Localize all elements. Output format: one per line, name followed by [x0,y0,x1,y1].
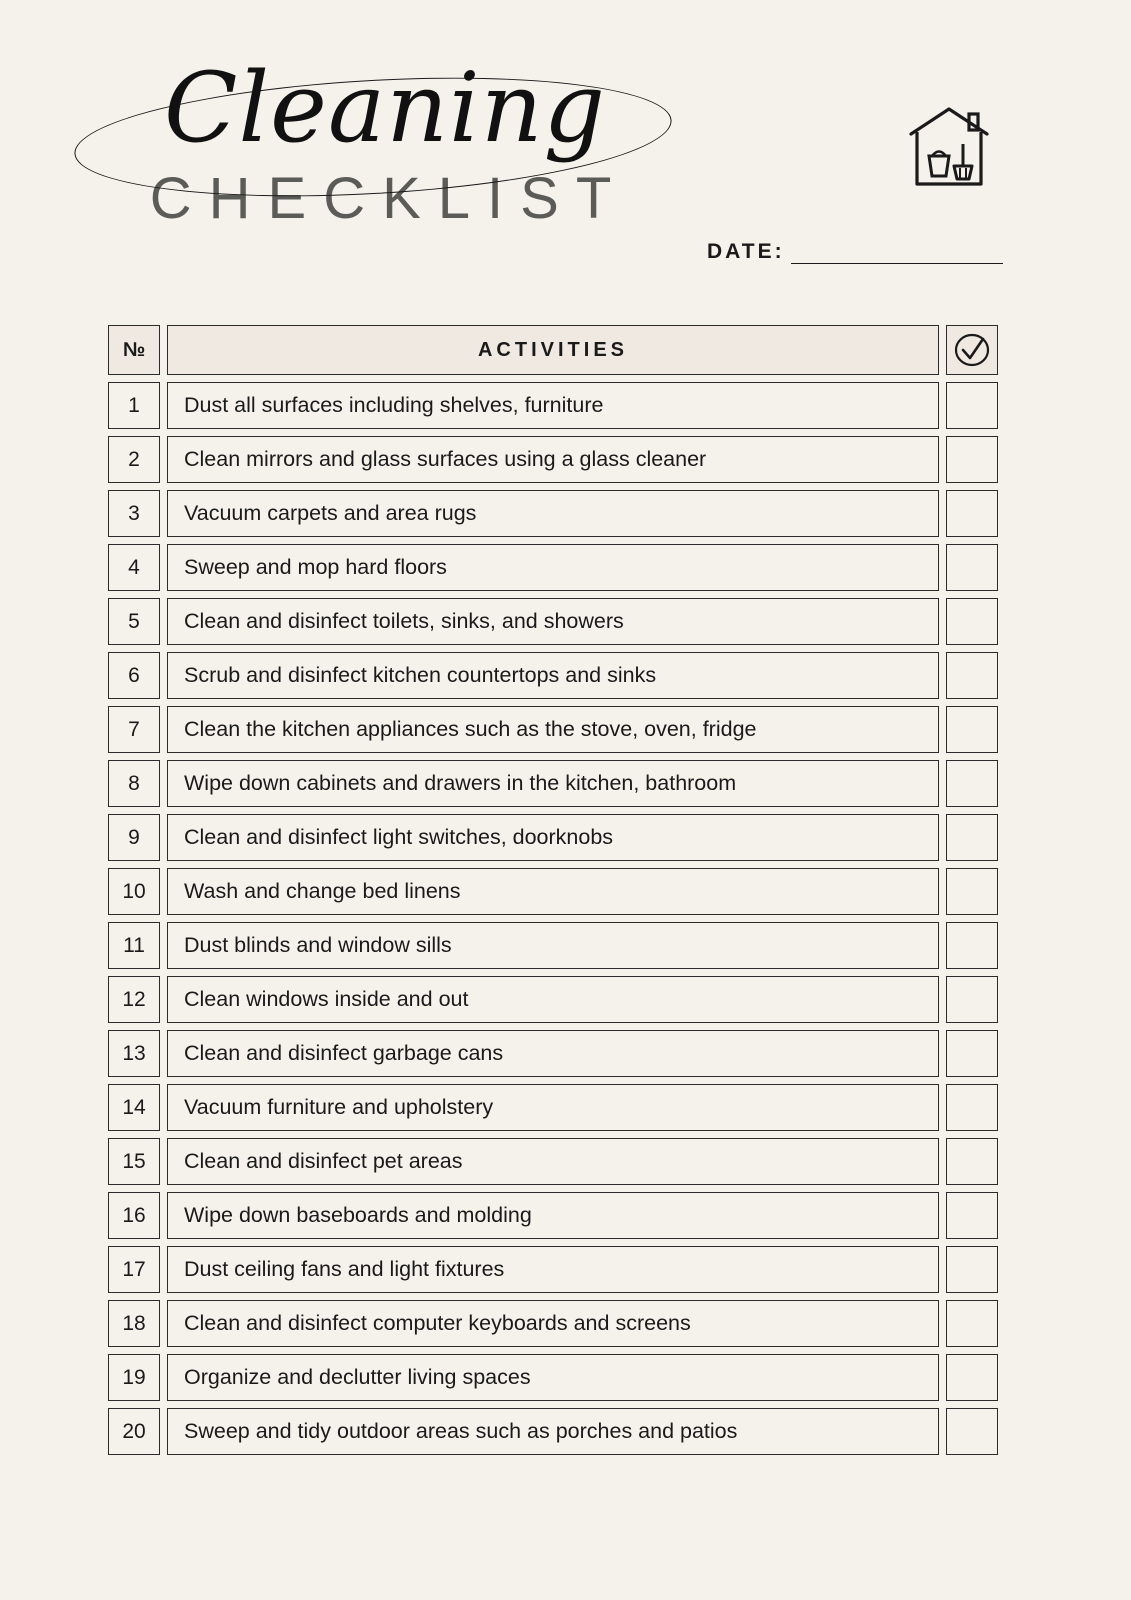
table-row [108,1138,998,1185]
row-checkbox[interactable] [946,976,998,1023]
row-checkbox[interactable] [946,760,998,807]
table-row [108,814,998,861]
row-checkbox[interactable] [946,652,998,699]
row-activity: Clean and disinfect garbage cans [167,1030,939,1077]
table-row [108,1300,998,1347]
row-number: 11 [108,922,160,969]
row-activity: Dust ceiling fans and light fixtures [167,1246,939,1293]
table-row [108,1354,998,1401]
row-number: 3 [108,490,160,537]
row-activity: Wipe down cabinets and drawers in the kitchen, bathroom [167,760,939,807]
table-row [108,976,998,1023]
page-subtitle: CHECKLIST [149,165,629,231]
row-activity: Clean mirrors and glass surfaces using a glass cleaner [167,436,939,483]
table-row [108,436,998,483]
table-body [108,382,998,1455]
row-number: 13 [108,1030,160,1077]
row-number: 12 [108,976,160,1023]
row-activity: Clean and disinfect light switches, doorknobs [167,814,939,861]
row-checkbox[interactable] [946,1192,998,1239]
row-checkbox[interactable] [946,1408,998,1455]
table-row [108,922,998,969]
row-checkbox[interactable] [946,544,998,591]
row-checkbox[interactable] [946,706,998,753]
row-checkbox[interactable] [946,1300,998,1347]
table-row [108,1246,998,1293]
row-activity: Dust all surfaces including shelves, furniture [167,382,939,429]
row-number: 7 [108,706,160,753]
row-activity: Sweep and mop hard floors [167,544,939,591]
row-number: 5 [108,598,160,645]
table-row [108,652,998,699]
date-field[interactable] [707,240,1003,264]
check-circle-icon [953,331,991,369]
row-number: 19 [108,1354,160,1401]
table-row [108,490,998,537]
row-checkbox[interactable] [946,490,998,537]
table-row [108,1084,998,1131]
table-row [108,1192,998,1239]
row-checkbox[interactable] [946,1138,998,1185]
row-activity: Sweep and tidy outdoor areas such as porches and patios [167,1408,939,1455]
page-header [0,0,1131,300]
table-row [108,382,998,429]
row-number: 2 [108,436,160,483]
page-title: Cleaning [163,52,606,164]
row-activity: Wipe down baseboards and molding [167,1192,939,1239]
row-number: 18 [108,1300,160,1347]
row-activity: Wash and change bed linens [167,868,939,915]
row-number: 14 [108,1084,160,1131]
column-header-activities: ACTIVITIES [167,325,939,375]
checklist-table [108,325,998,1462]
row-activity: Clean the kitchen appliances such as the stove, oven, fridge [167,706,939,753]
row-checkbox[interactable] [946,382,998,429]
table-row [108,1030,998,1077]
row-checkbox[interactable] [946,1030,998,1077]
row-number: 15 [108,1138,160,1185]
date-label: DATE: [707,240,785,263]
row-activity: Clean and disinfect computer keyboards and screens [167,1300,939,1347]
date-input-line[interactable] [791,247,1003,264]
row-activity: Dust blinds and window sills [167,922,939,969]
row-number: 16 [108,1192,160,1239]
column-header-check [946,325,998,375]
row-number: 20 [108,1408,160,1455]
table-row [108,1408,998,1455]
row-activity: Clean and disinfect pet areas [167,1138,939,1185]
row-checkbox[interactable] [946,1246,998,1293]
row-number: 10 [108,868,160,915]
row-activity: Scrub and disinfect kitchen countertops and sinks [167,652,939,699]
table-row [108,760,998,807]
row-activity: Vacuum furniture and upholstery [167,1084,939,1131]
table-row [108,544,998,591]
row-checkbox[interactable] [946,598,998,645]
row-activity: Clean and disinfect toilets, sinks, and showers [167,598,939,645]
row-activity: Clean windows inside and out [167,976,939,1023]
row-activity: Organize and declutter living spaces [167,1354,939,1401]
table-row [108,868,998,915]
row-checkbox[interactable] [946,1354,998,1401]
row-checkbox[interactable] [946,868,998,915]
row-number: 9 [108,814,160,861]
row-activity: Vacuum carpets and area rugs [167,490,939,537]
row-checkbox[interactable] [946,814,998,861]
table-header-row [108,325,998,375]
title-block [72,52,692,232]
row-checkbox[interactable] [946,1084,998,1131]
row-checkbox[interactable] [946,436,998,483]
row-number: 17 [108,1246,160,1293]
row-number: 8 [108,760,160,807]
row-number: 6 [108,652,160,699]
row-checkbox[interactable] [946,922,998,969]
table-row [108,598,998,645]
row-number: 4 [108,544,160,591]
table-row [108,706,998,753]
column-header-number: № [108,325,160,375]
row-number: 1 [108,382,160,429]
house-with-broom-icon [905,104,993,195]
